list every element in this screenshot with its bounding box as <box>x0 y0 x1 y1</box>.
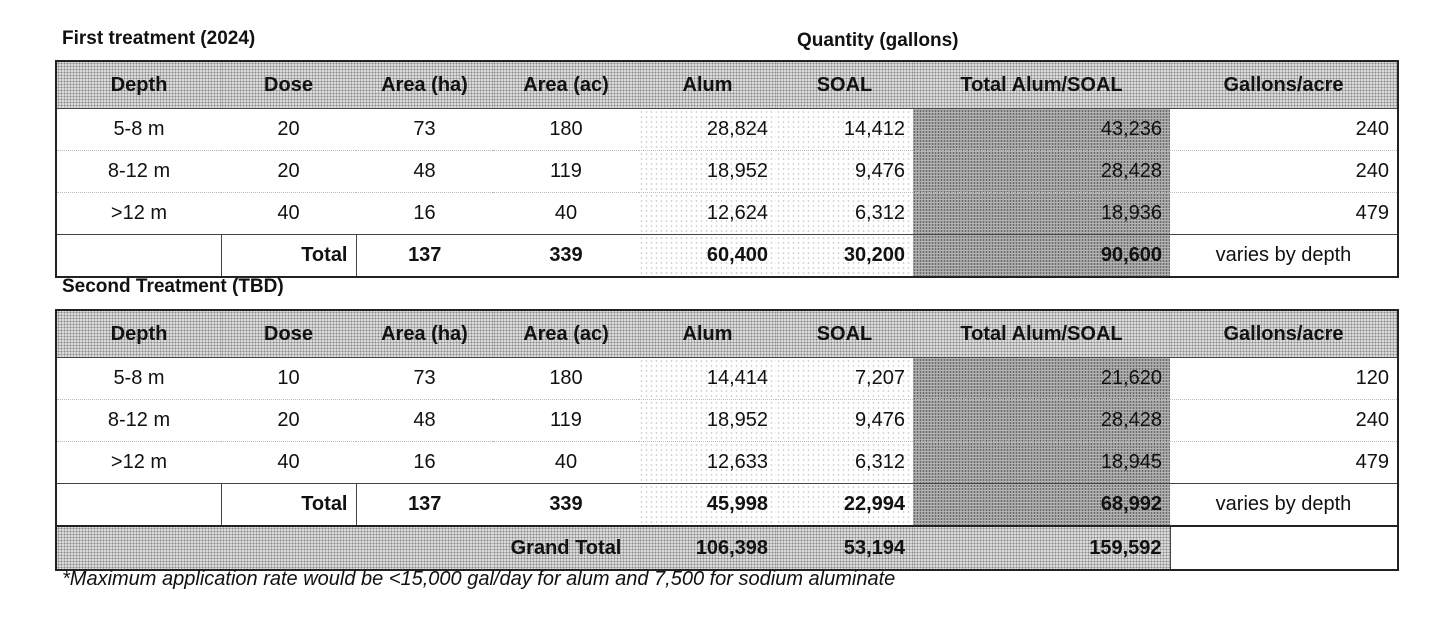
footnote: *Maximum application rate would be <15,000 gal/day for alum and 7,500 for sodium aluminate <box>62 568 896 590</box>
total-row <box>56 484 1398 527</box>
cell-depth: 5-8 m <box>56 358 221 400</box>
total-label: Total <box>221 484 356 527</box>
cell-dose: 10 <box>221 358 356 400</box>
header-gallons-acre: Gallons/acre <box>1170 310 1398 358</box>
cell-dose: 20 <box>221 400 356 442</box>
total-spacer <box>56 484 221 527</box>
header-soal: SOAL <box>776 61 913 109</box>
total-alum: 45,998 <box>639 484 776 527</box>
cell-soal: 9,476 <box>776 151 913 193</box>
cell-area-ha: 16 <box>356 193 493 235</box>
cell-gallons-acre: 240 <box>1170 151 1398 193</box>
grand-total-total: 159,592 <box>913 526 1170 570</box>
total-gallons-acre: varies by depth <box>1170 235 1398 278</box>
cell-soal: 6,312 <box>776 442 913 484</box>
cell-gallons-acre: 479 <box>1170 193 1398 235</box>
cell-depth: 8-12 m <box>56 151 221 193</box>
total-soal: 30,200 <box>776 235 913 278</box>
cell-depth: >12 m <box>56 442 221 484</box>
cell-gallons-acre: 479 <box>1170 442 1398 484</box>
cell-total: 21,620 <box>913 358 1170 400</box>
table-header-row <box>56 61 1398 109</box>
cell-area-ha: 73 <box>356 109 493 151</box>
table-header-row <box>56 310 1398 358</box>
total-spacer <box>56 235 221 278</box>
total-soal: 22,994 <box>776 484 913 527</box>
table-row <box>56 109 1398 151</box>
cell-dose: 20 <box>221 151 356 193</box>
header-total-alum-soal: Total Alum/SOAL <box>913 61 1170 109</box>
cell-area-ac: 40 <box>493 193 639 235</box>
second-treatment-table <box>55 309 1399 571</box>
header-area-ha: Area (ha) <box>356 61 493 109</box>
total-alum: 60,400 <box>639 235 776 278</box>
grand-total-row <box>56 526 1398 570</box>
cell-area-ac: 119 <box>493 151 639 193</box>
cell-area-ac: 180 <box>493 109 639 151</box>
total-area-ha: 137 <box>356 484 493 527</box>
grand-total-empty <box>1170 526 1398 570</box>
cell-total: 43,236 <box>913 109 1170 151</box>
cell-alum: 12,624 <box>639 193 776 235</box>
table-row <box>56 193 1398 235</box>
grand-total-label: Grand Total <box>493 526 639 570</box>
cell-soal: 6,312 <box>776 193 913 235</box>
second-treatment-title: Second Treatment (TBD) <box>62 276 284 297</box>
header-depth: Depth <box>56 310 221 358</box>
cell-alum: 18,952 <box>639 400 776 442</box>
cell-area-ha: 48 <box>356 400 493 442</box>
quantity-header: Quantity (gallons) <box>797 30 959 51</box>
cell-alum: 28,824 <box>639 109 776 151</box>
cell-dose: 20 <box>221 109 356 151</box>
table-row <box>56 400 1398 442</box>
cell-area-ha: 16 <box>356 442 493 484</box>
cell-area-ac: 180 <box>493 358 639 400</box>
header-dose: Dose <box>221 310 356 358</box>
cell-depth: 8-12 m <box>56 400 221 442</box>
header-alum: Alum <box>639 310 776 358</box>
cell-gallons-acre: 240 <box>1170 400 1398 442</box>
cell-area-ac: 40 <box>493 442 639 484</box>
cell-area-ac: 119 <box>493 400 639 442</box>
cell-alum: 14,414 <box>639 358 776 400</box>
cell-alum: 12,633 <box>639 442 776 484</box>
cell-area-ha: 73 <box>356 358 493 400</box>
header-total-alum-soal: Total Alum/SOAL <box>913 310 1170 358</box>
cell-dose: 40 <box>221 193 356 235</box>
cell-soal: 14,412 <box>776 109 913 151</box>
table-row <box>56 151 1398 193</box>
table-row <box>56 358 1398 400</box>
cell-total: 28,428 <box>913 151 1170 193</box>
cell-area-ha: 48 <box>356 151 493 193</box>
total-area-ac: 339 <box>493 484 639 527</box>
header-area-ac: Area (ac) <box>493 310 639 358</box>
cell-depth: >12 m <box>56 193 221 235</box>
header-alum: Alum <box>639 61 776 109</box>
header-depth: Depth <box>56 61 221 109</box>
total-area-ac: 339 <box>493 235 639 278</box>
first-treatment-title: First treatment (2024) <box>62 28 256 49</box>
cell-total: 18,936 <box>913 193 1170 235</box>
header-gallons-acre: Gallons/acre <box>1170 61 1398 109</box>
total-area-ha: 137 <box>356 235 493 278</box>
cell-gallons-acre: 240 <box>1170 109 1398 151</box>
cell-soal: 7,207 <box>776 358 913 400</box>
first-treatment-table <box>55 60 1399 278</box>
cell-total: 28,428 <box>913 400 1170 442</box>
header-area-ha: Area (ha) <box>356 310 493 358</box>
grand-total-soal: 53,194 <box>776 526 913 570</box>
total-label: Total <box>221 235 356 278</box>
header-area-ac: Area (ac) <box>493 61 639 109</box>
header-dose: Dose <box>221 61 356 109</box>
total-total: 68,992 <box>913 484 1170 527</box>
grand-total-alum: 106,398 <box>639 526 776 570</box>
header-soal: SOAL <box>776 310 913 358</box>
total-gallons-acre: varies by depth <box>1170 484 1398 527</box>
cell-dose: 40 <box>221 442 356 484</box>
cell-soal: 9,476 <box>776 400 913 442</box>
cell-gallons-acre: 120 <box>1170 358 1398 400</box>
total-total: 90,600 <box>913 235 1170 278</box>
cell-alum: 18,952 <box>639 151 776 193</box>
table-row <box>56 442 1398 484</box>
cell-depth: 5-8 m <box>56 109 221 151</box>
cell-total: 18,945 <box>913 442 1170 484</box>
grand-total-spacer <box>56 526 493 570</box>
total-row <box>56 235 1398 278</box>
